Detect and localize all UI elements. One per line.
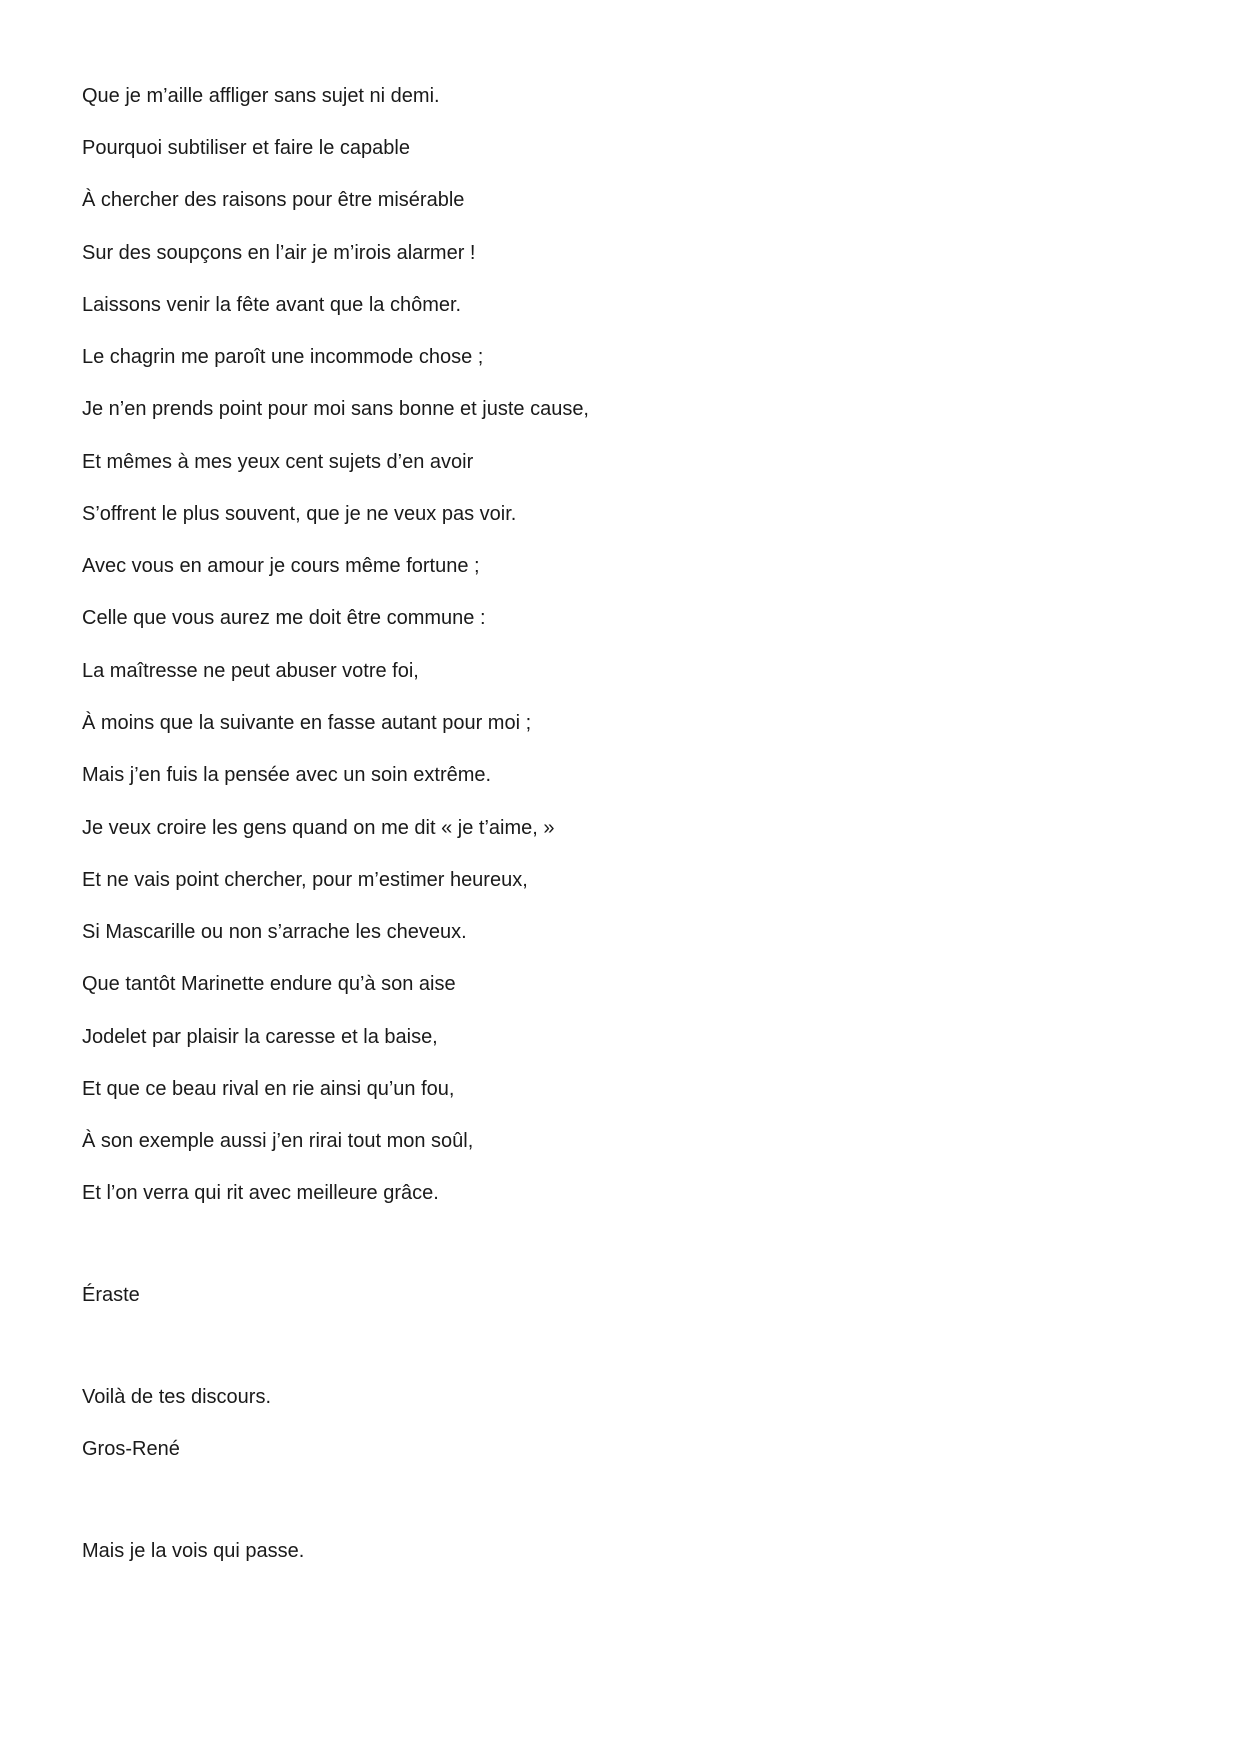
verse-line: Et l’on verra qui rit avec meilleure grâce. [82, 1182, 439, 1204]
verse-line: Le chagrin me paroît une incommode chose ; [82, 346, 484, 368]
verse-line: Et mêmes à mes yeux cent sujets d’en avoir [82, 451, 474, 473]
verse-line: Je n’en prends point pour moi sans bonne et juste cause, [82, 398, 589, 420]
verse-line: Que tantôt Marinette endure qu’à son aise [82, 973, 456, 995]
verse-line: À moins que la suivante en fasse autant pour moi ; [82, 712, 532, 734]
verse-line: À son exemple aussi j’en rirai tout mon soûl, [82, 1130, 474, 1152]
verse-line: Laissons venir la fête avant que la chômer. [82, 294, 462, 316]
verse-line: La maîtresse ne peut abuser votre foi, [82, 660, 419, 682]
verse-line: Si Mascarille ou non s’arrache les cheveux. [82, 921, 467, 943]
verse-line: S’offrent le plus souvent, que je ne veux pas voir. [82, 503, 517, 525]
verse-line: Avec vous en amour je cours même fortune ; [82, 555, 480, 577]
verse-line: Pourquoi subtiliser et faire le capable [82, 137, 410, 159]
verse-line: Je veux croire les gens quand on me dit « je t’aime, » [82, 817, 555, 839]
verse-line: À chercher des raisons pour être misérable [82, 189, 465, 211]
verse-line: Mais j’en fuis la pensée avec un soin extrême. [82, 764, 492, 786]
verse-line: Et ne vais point chercher, pour m’estimer heureux, [82, 869, 528, 891]
verse-line: Sur des soupçons en l’air je m’irois alarmer ! [82, 242, 476, 264]
verse-line: Que je m’aille affliger sans sujet ni demi. [82, 85, 440, 107]
verse-line: Celle que vous aurez me doit être commune : [82, 607, 486, 629]
verse-line: Jodelet par plaisir la caresse et la baise, [82, 1026, 438, 1048]
speaker-name: Éraste [82, 1284, 140, 1306]
verse-line: Et que ce beau rival en rie ainsi qu’un fou, [82, 1078, 455, 1100]
speaker-name: Gros-René [82, 1438, 180, 1460]
dialogue-line: Voilà de tes discours. [82, 1386, 271, 1408]
dialogue-line: Mais je la vois qui passe. [82, 1540, 305, 1562]
